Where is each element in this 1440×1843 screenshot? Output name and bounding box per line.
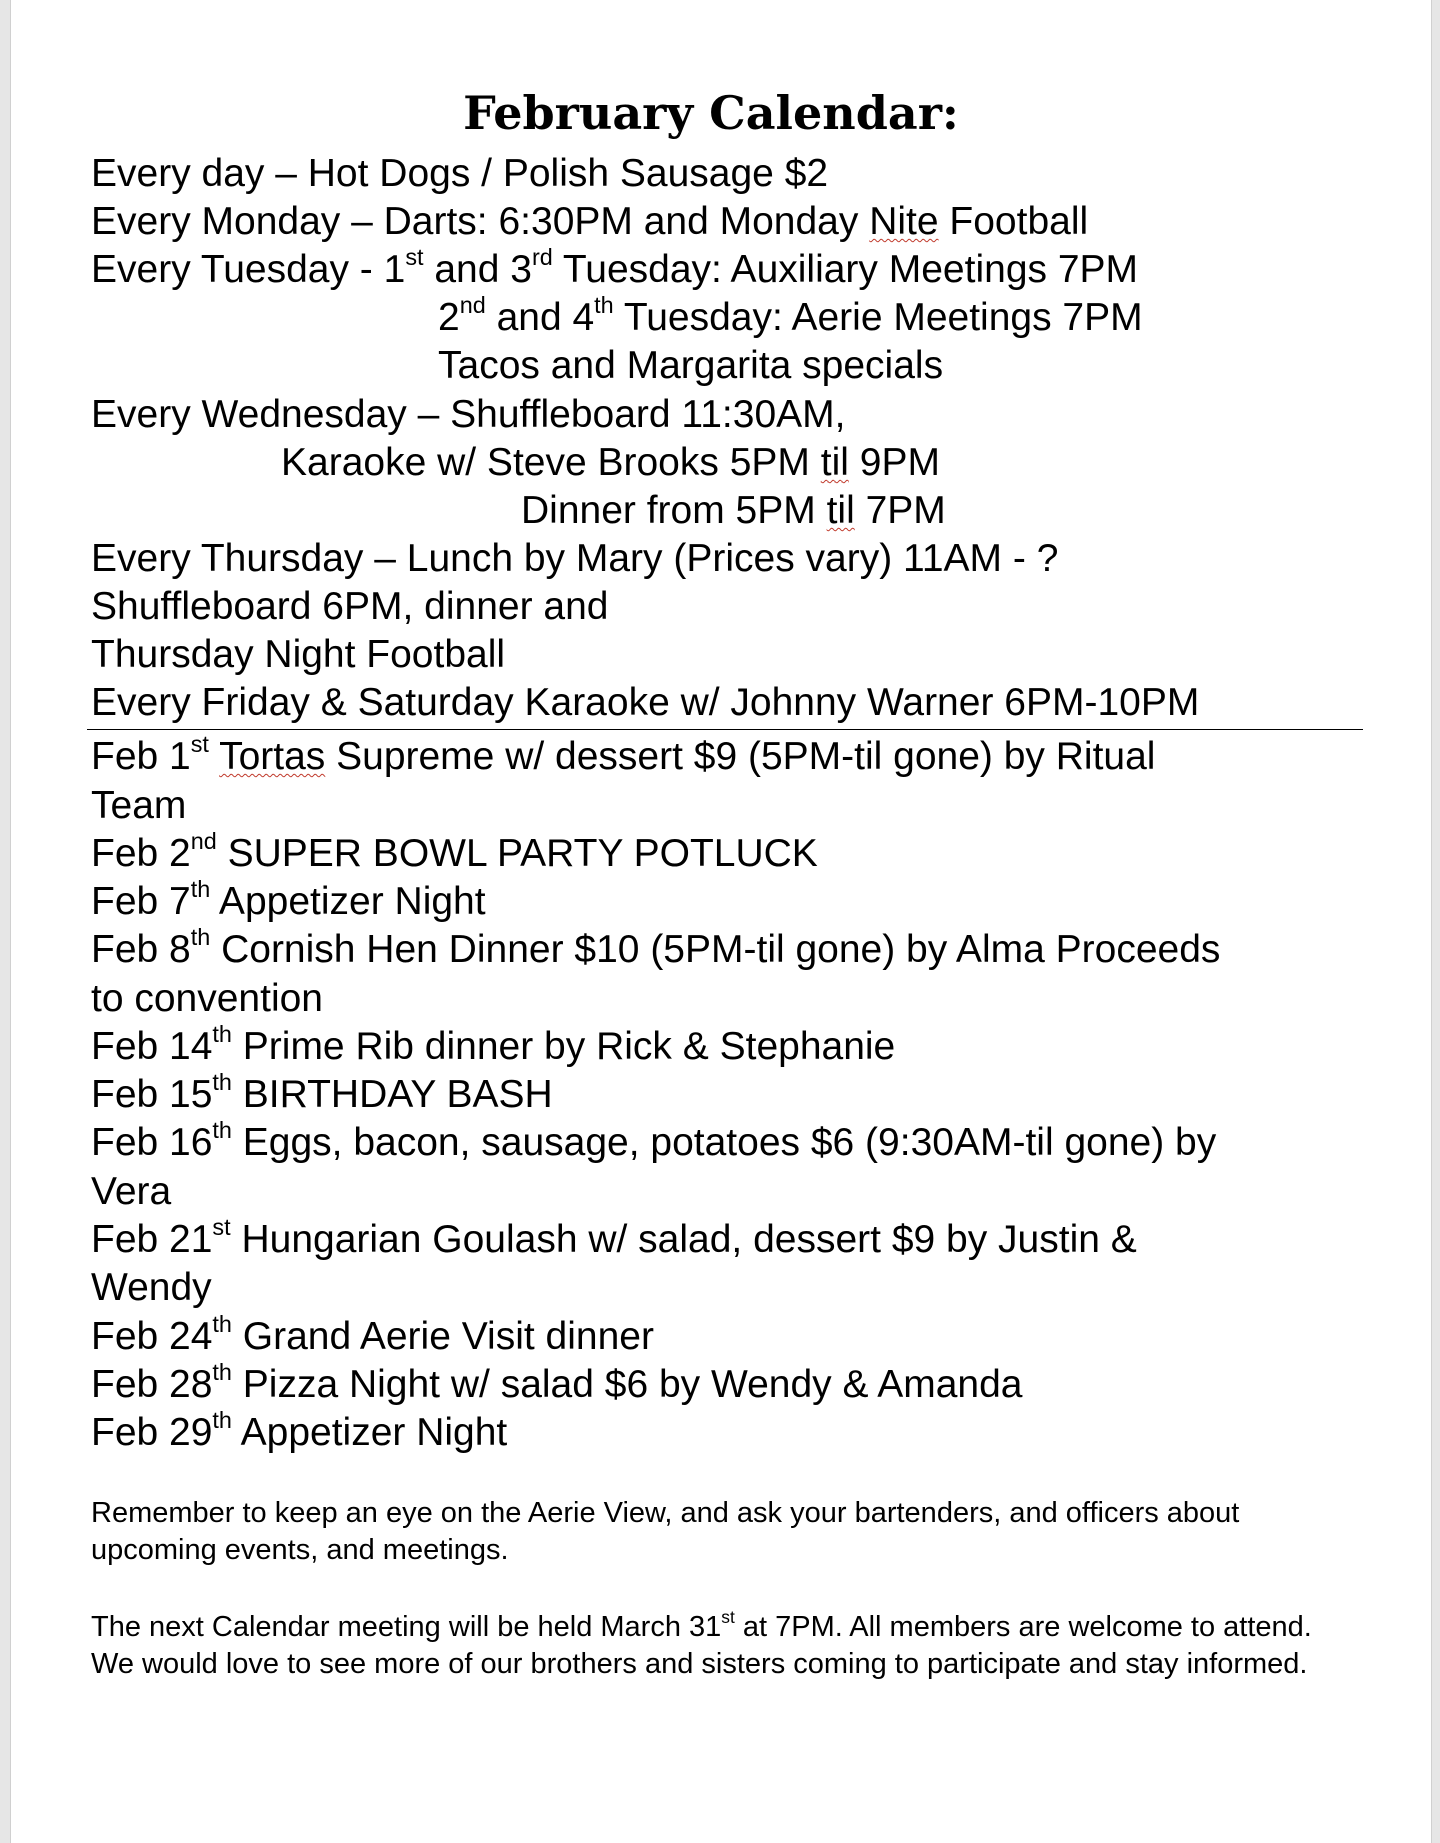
event-text: Grand Aerie Visit dinner: [231, 1315, 654, 1358]
everyday-text: Every day – Hot Dogs / Polish Sausage $2: [91, 152, 829, 195]
event-text: to convention: [91, 977, 324, 1020]
fri-sat-line: [91, 679, 1199, 727]
event-text: Pizza Night w/ salad $6 by Wendy & Amanda: [231, 1363, 1023, 1406]
event-feb7: [91, 875, 486, 926]
event-feb21-cont: [91, 1264, 212, 1312]
ordinal-suffix: th: [212, 1310, 232, 1337]
document-page: [10, 0, 1432, 1843]
tuesday2-text: 2: [438, 296, 460, 339]
event-text: BIRTHDAY BASH: [231, 1073, 553, 1116]
event-date: Feb 2: [91, 832, 191, 875]
spellcheck-word: Nite: [869, 200, 939, 243]
tuesday-line: [91, 243, 1139, 294]
event-text: Prime Rib dinner by Rick & Stephanie: [231, 1025, 896, 1068]
event-date: Feb 24: [91, 1315, 213, 1358]
event-date: Feb 8: [91, 928, 191, 971]
wednesday-line: [91, 391, 845, 439]
monday-text-end: Football: [938, 200, 1089, 243]
page-title: February Calendar:: [463, 86, 959, 140]
event-text: Eggs, bacon, sausage, potatoes $6 (9:30AM-til gone) by: [231, 1121, 1217, 1164]
event-feb29: [91, 1406, 508, 1457]
thursday-line-3: [91, 631, 505, 679]
event-text: Team: [91, 784, 187, 827]
thursday3-text: Thursday Night Football: [91, 633, 506, 676]
event-date: Feb 28: [91, 1363, 213, 1406]
event-feb28: [91, 1358, 1023, 1409]
event-text: Vera: [91, 1170, 172, 1213]
tuesday-line-3: [438, 342, 943, 390]
thursday-line: [91, 535, 1058, 583]
tuesday-text: Every Tuesday - 1: [91, 248, 406, 291]
monday-line: [91, 198, 1088, 246]
everyday-line: [91, 150, 828, 198]
thursday-text: Every Thursday – Lunch by Mary (Prices vary) 11AM - ?: [91, 537, 1059, 580]
event-feb15: [91, 1068, 553, 1119]
event-date: Feb 7: [91, 880, 191, 923]
event-date: Feb 16: [91, 1121, 213, 1164]
fri-sat-text: Every Friday & Saturday Karaoke w/ Johnny Warner 6PM-10PM: [91, 681, 1200, 724]
wednesday3-text: Dinner from 5PM: [521, 489, 827, 532]
wednesday2-text: Karaoke w/ Steve Brooks 5PM: [281, 441, 821, 484]
ordinal-suffix: st: [212, 1213, 231, 1240]
wednesday-line-3: [521, 487, 946, 535]
tuesday2-text-mid: and 4: [485, 296, 595, 339]
event-text: Appetizer Night: [231, 1411, 508, 1454]
event-text: SUPER BOWL PARTY POTLUCK: [216, 832, 818, 875]
ordinal-suffix: nd: [190, 827, 217, 854]
section-divider: [87, 729, 1363, 730]
tuesday2-text-end: Tuesday: Aerie Meetings 7PM: [613, 296, 1143, 339]
event-feb1: [91, 730, 1156, 781]
monday-text: Every Monday – Darts: 6:30PM and Monday: [91, 200, 870, 243]
event-feb24: [91, 1310, 654, 1361]
event-feb2: [91, 827, 818, 878]
spellcheck-word: til: [820, 441, 849, 484]
event-text: Cornish Hen Dinner $10 (5PM-til gone) by Alma Proceeds: [210, 928, 1221, 971]
event-date: Feb 15: [91, 1073, 213, 1116]
meeting-text: The next Calendar meeting will be held March 31: [91, 1611, 722, 1643]
ordinal-suffix: th: [212, 1020, 232, 1047]
event-text: Supreme w/ dessert $9 (5PM-til gone) by Ritual: [325, 735, 1156, 778]
ordinal-suffix: th: [190, 923, 211, 950]
event-feb8-cont: [91, 975, 323, 1023]
reminder-text: Remember to keep an eye on the Aerie View, and ask your bartenders, and officers about upcoming events, and meetings.: [91, 1497, 1240, 1566]
event-feb8: [91, 923, 1221, 974]
wednesday-line-2: [281, 439, 940, 487]
ordinal-suffix: th: [212, 1406, 232, 1433]
event-date: Feb 29: [91, 1411, 213, 1454]
wednesday-text: Every Wednesday – Shuffleboard 11:30AM,: [91, 393, 846, 436]
wednesday2-text-end: 9PM: [848, 441, 940, 484]
event-feb16: [91, 1116, 1217, 1167]
wednesday3-text-end: 7PM: [854, 489, 946, 532]
reminder-note: [91, 1495, 1361, 1569]
tuesday3-text: Tacos and Margarita specials: [438, 344, 944, 387]
event-feb21: [91, 1213, 1137, 1264]
ordinal-suffix: st: [190, 730, 209, 757]
event-feb14: [91, 1020, 896, 1071]
ordinal-suffix: th: [212, 1068, 232, 1095]
ordinal-suffix: th: [594, 291, 614, 318]
tuesday-line-2: [438, 291, 1143, 342]
tuesday-text-mid: and 3: [423, 248, 532, 291]
event-text: Appetizer Night: [210, 880, 486, 923]
event-feb1-cont: [91, 782, 186, 830]
thursday2-text: Shuffleboard 6PM, dinner and: [91, 585, 609, 628]
spellcheck-word: til: [826, 489, 855, 532]
ordinal-suffix: th: [212, 1116, 232, 1143]
spellcheck-word: Tortas: [219, 735, 326, 778]
thursday-line-2: [91, 583, 608, 631]
event-text: Wendy: [91, 1266, 212, 1309]
ordinal-suffix: th: [212, 1358, 232, 1385]
ordinal-suffix: nd: [459, 291, 486, 318]
event-date: Feb 1: [91, 735, 191, 778]
meeting-note: [91, 1606, 1361, 1683]
ordinal-suffix: th: [190, 875, 211, 902]
event-date: Feb 21: [91, 1218, 213, 1261]
event-feb16-cont: [91, 1168, 171, 1216]
event-date: Feb 14: [91, 1025, 213, 1068]
tuesday-text-end: Tuesday: Auxiliary Meetings 7PM: [552, 248, 1139, 291]
event-text: Hungarian Goulash w/ salad, dessert $9 by Justin &: [230, 1218, 1137, 1261]
meeting-text-end: at 7PM. All members are welcome to attend. We would love to see more of our brothers and sisters coming to participate and stay informed.: [91, 1611, 1312, 1680]
ordinal-suffix: st: [721, 1606, 735, 1627]
ordinal-suffix: st: [405, 243, 424, 270]
ordinal-suffix: rd: [531, 243, 553, 270]
